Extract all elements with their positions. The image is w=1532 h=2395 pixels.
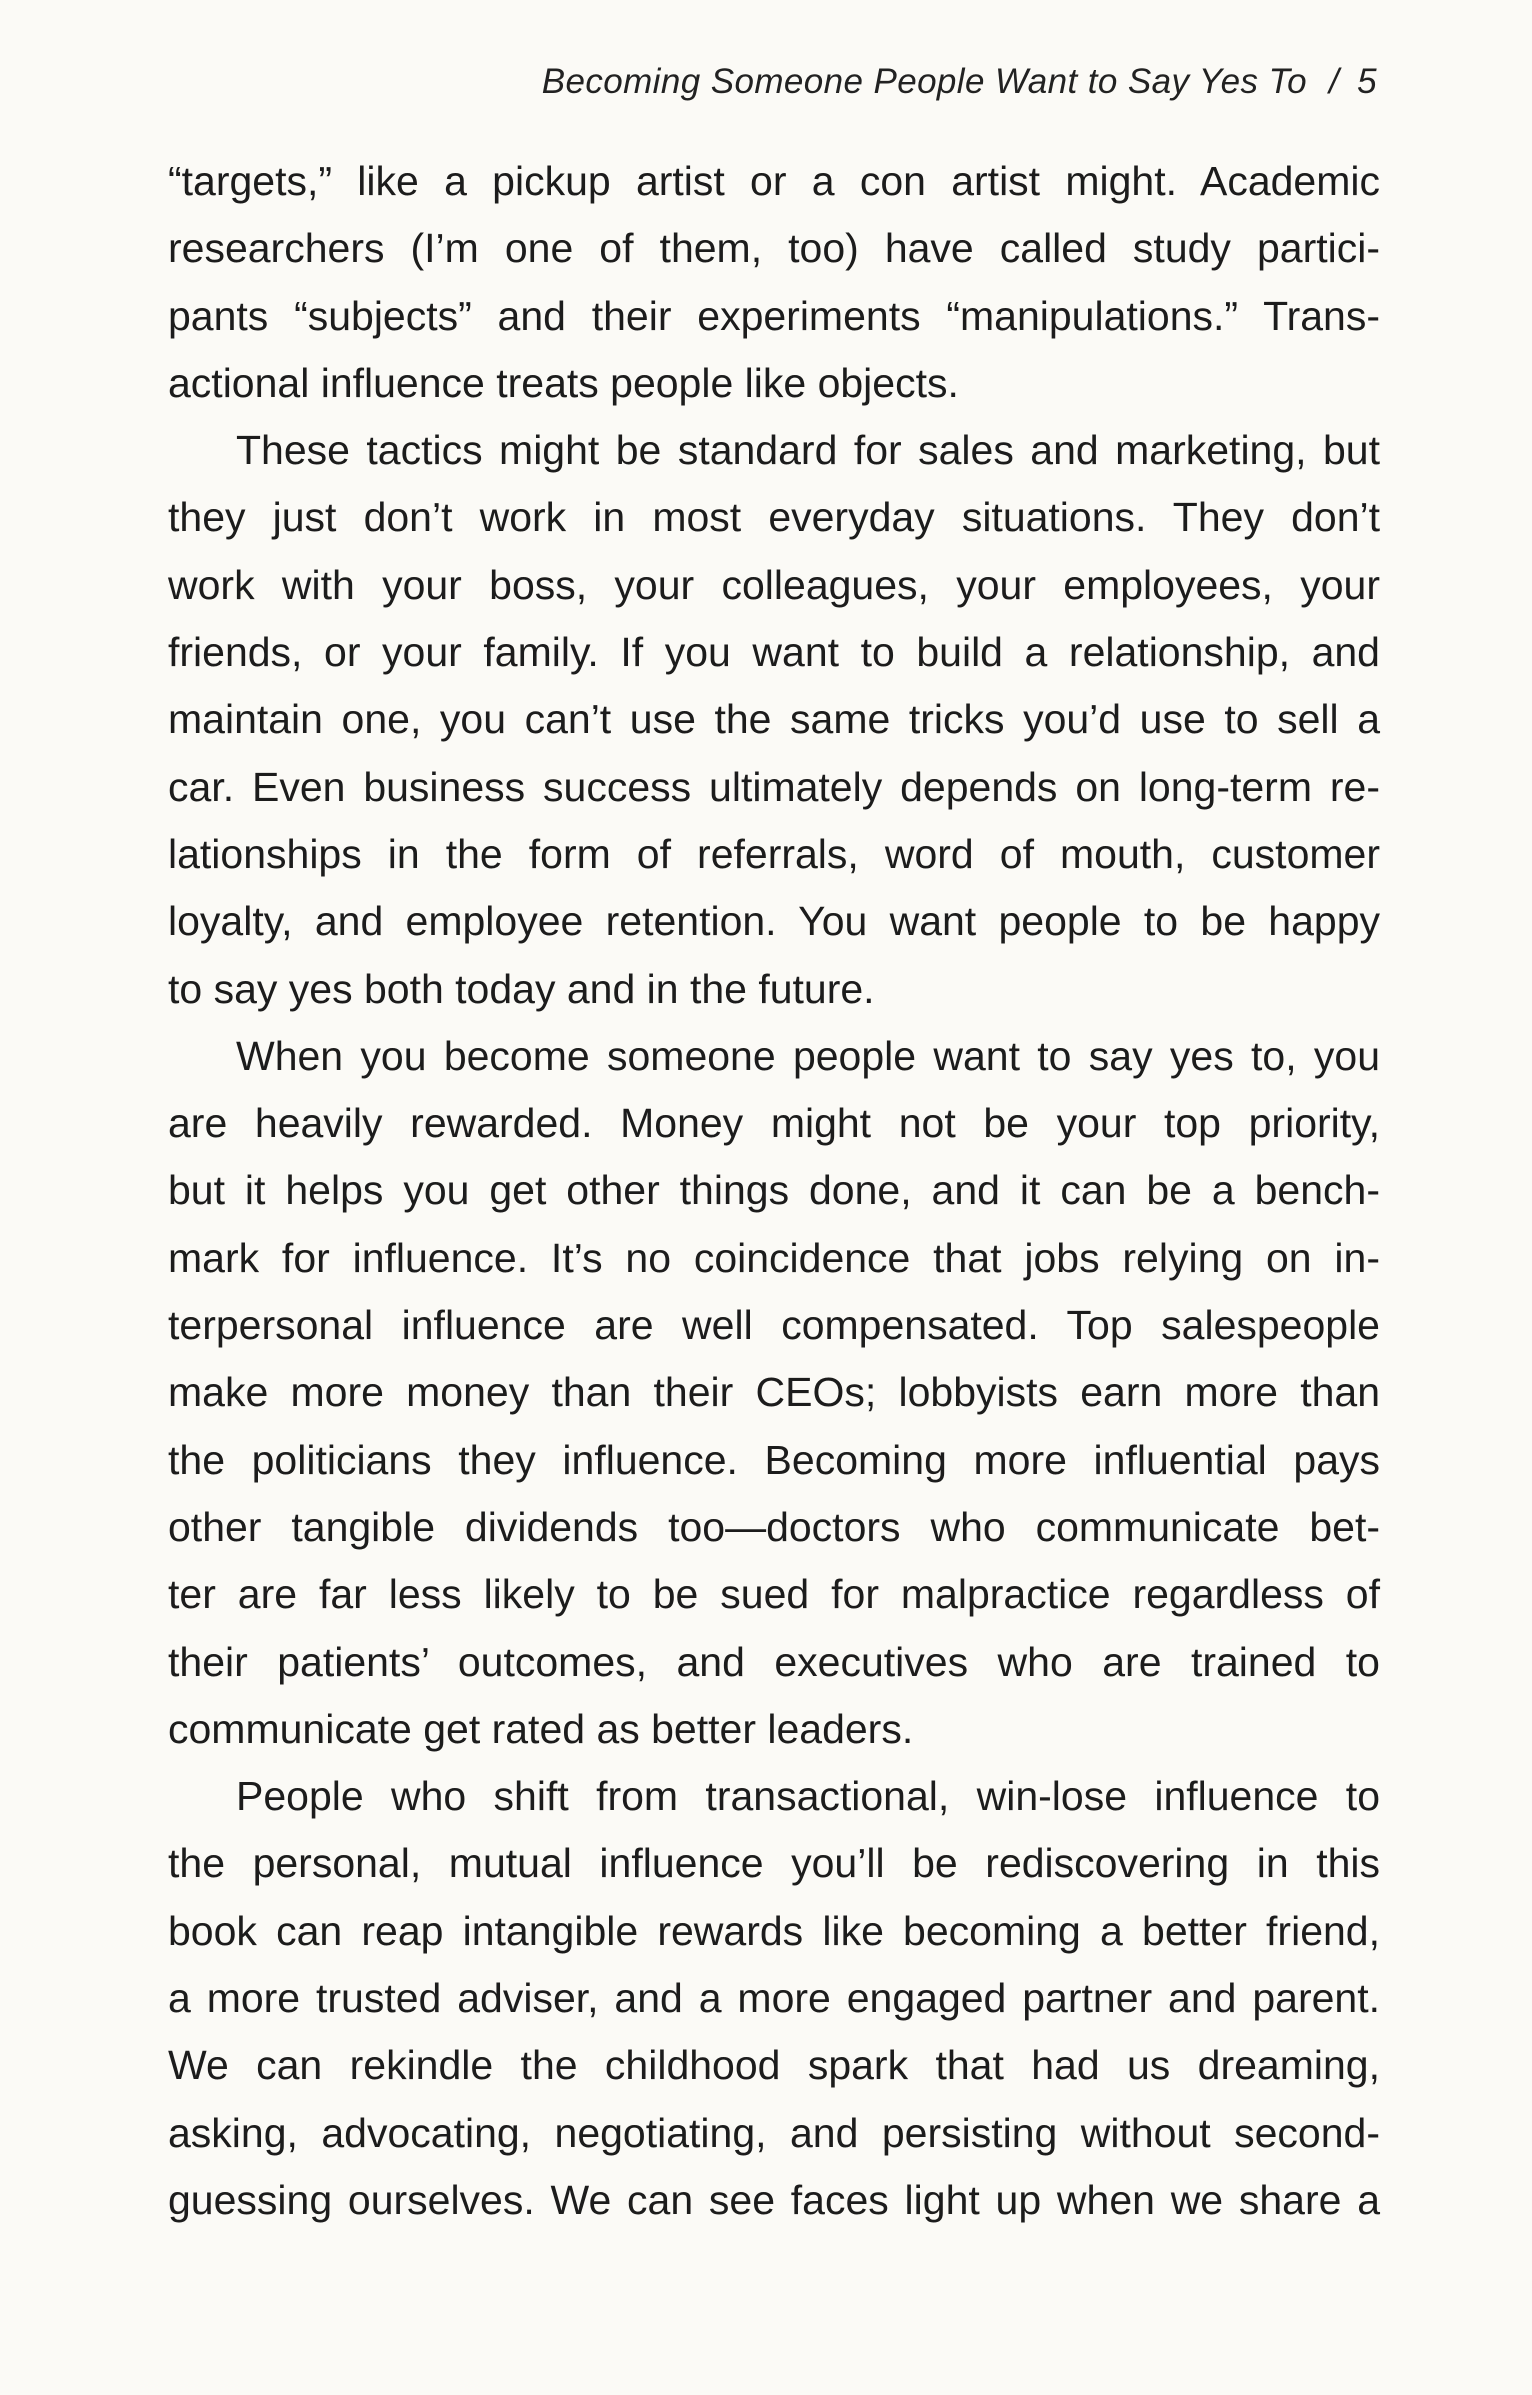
page-number: 5: [1357, 62, 1377, 101]
text-line: actional influence treats people like objects.: [168, 359, 959, 406]
text-line: car. Even business success ultimately depends on long-term re-: [168, 763, 1380, 810]
text-line: the politicians they influence. Becoming more influential pays: [168, 1436, 1380, 1483]
running-header: [542, 62, 1377, 102]
text-line: but it helps you get other things done, and it can be a bench-: [168, 1167, 1380, 1214]
text-line: ter are far less likely to be sued for malpractice regardless of: [168, 1571, 1380, 1618]
text-line: “targets,” like a pickup artist or a con artist might. Academic: [168, 158, 1380, 204]
text-line: other tangible dividends too—doctors who communicate bet-: [168, 1503, 1380, 1550]
paragraph-start-line: When you become someone people want to say yes to, you: [236, 1032, 1380, 1079]
text-line: researchers (I’m one of them, too) have called study partici-: [168, 225, 1380, 272]
text-line: to say yes both today and in the future.: [168, 965, 875, 1012]
text-line: make more money than their CEOs; lobbyists earn more than: [168, 1369, 1380, 1416]
text-line: guessing ourselves. We can see faces light up when we share a: [168, 2176, 1380, 2223]
text-line: We can rekindle the childhood spark that had us dreaming,: [168, 2042, 1380, 2089]
text-line: are heavily rewarded. Money might not be your top priority,: [168, 1100, 1380, 1147]
text-line: mark for influence. It’s no coincidence that jobs relying on in-: [168, 1234, 1380, 1281]
text-line: book can reap intangible rewards like becoming a better friend,: [168, 1907, 1380, 1954]
text-line: work with your boss, your colleagues, your employees, your: [168, 561, 1380, 608]
running-header-title: Becoming Someone People Want to Say Yes To: [541, 62, 1307, 101]
text-line: the personal, mutual influence you’ll be rediscovering in this: [168, 1840, 1380, 1887]
text-line: they just don’t work in most everyday situations. They don’t: [168, 494, 1380, 541]
text-line: maintain one, you can’t use the same tricks you’d use to sell a: [168, 696, 1380, 743]
text-line: terpersonal influence are well compensated. Top salespeople: [168, 1302, 1380, 1349]
text-line: friends, or your family. If you want to build a relationship, and: [168, 629, 1380, 676]
text-line: asking, advocating, negotiating, and persisting without second-: [168, 2109, 1380, 2156]
running-header-separator: /: [1329, 62, 1340, 101]
text-line: a more trusted adviser, and a more engaged partner and parent.: [168, 1975, 1380, 2022]
text-line: their patients’ outcomes, and executives who are trained to: [168, 1638, 1380, 1685]
text-line: lationships in the form of referrals, word of mouth, customer: [168, 830, 1380, 877]
text-line: pants “subjects” and their experiments “manipulations.” Trans-: [168, 292, 1380, 339]
text-line: loyalty, and employee retention. You want people to be happy: [168, 898, 1380, 945]
text-line: communicate get rated as better leaders.: [168, 1705, 914, 1752]
body-text: [168, 148, 1380, 2234]
paragraph-start-line: People who shift from transactional, win-lose influence to: [236, 1773, 1380, 1820]
paragraph-start-line: These tactics might be standard for sales and marketing, but: [236, 427, 1380, 474]
